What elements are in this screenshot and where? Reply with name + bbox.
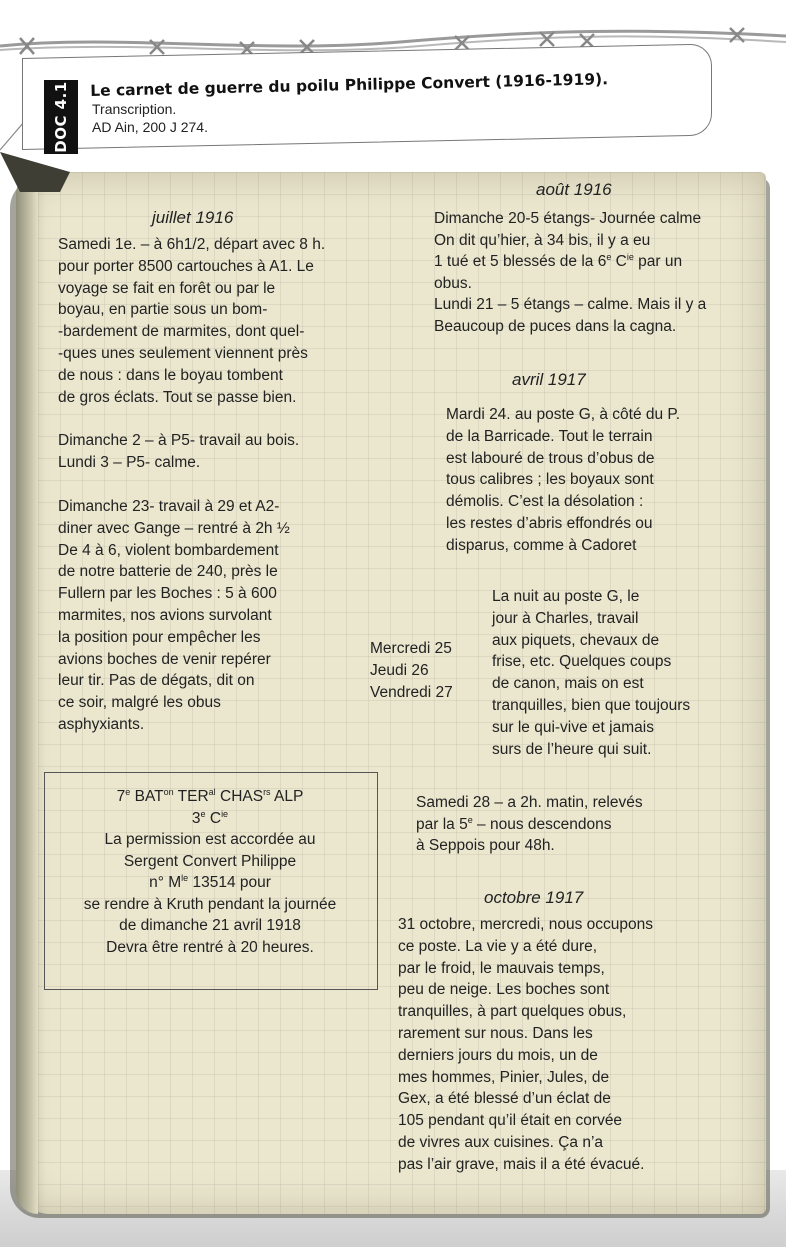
permission-line-5: n° $M^{le}$ 13514 pour [149,872,271,891]
entry-nuit-poste-g [492,586,690,760]
left-p1-line: Samedi 1e. – à 6h1/2, départ avec 8 h. [58,236,326,253]
avril-p-line: est labouré de trous d’obus de [446,449,655,467]
left-p1-line: boyau, en partie sous un bom- [58,301,268,319]
doc-label-tab [44,80,78,154]
octobre-p-line: rarement sur nous. Dans les [398,1024,593,1042]
octobre-p-line: pas l’air grave, mais il a été évacué. [398,1155,645,1173]
left-p1-line: -bardement de marmites, dont quel- [58,323,305,341]
nuit-p-line: surs de l’heure qui suit. [492,740,652,758]
left-p3-line: avions boches de venir repérer [58,650,271,668]
avril-p-line: démolis. C’est la désolation : [446,493,644,511]
left-p1-line: -ques unes seulement viennent près [58,344,308,362]
entry-dimanche-23 [58,496,290,736]
heading-avril-1917: avril 1917 [512,370,586,389]
heading-aout-1916: août 1916 [536,180,612,199]
left-p3-line: de notre batterie de 240, près le [58,563,278,581]
permission-line-1: 7e $BAT^{on}$ $TER^{al}$ $CHAS^{rs}$ ALP [116,786,304,805]
days-line: Mercredi 25 [370,640,452,657]
samedi-line-3: à Seppois pour 48h. [416,837,555,854]
left-p3-line: diner avec Gange – rentré à 2h ½ [58,519,290,537]
entry-dimanche-2 [58,430,299,474]
left-p3-line: marmites, nos avions survolant [58,606,272,624]
left-p1-line: de nous : dans le boyau tombent [58,366,283,384]
day-list [370,638,453,703]
header-subtitle [92,100,208,136]
left-p2-line: Dimanche 2 – à P5- travail au bois. [58,432,300,449]
aout-entry [434,208,706,337]
nuit-p-line: jour à Charles, travail [492,609,639,627]
page-title: Le carnet de guerre du poilu Philippe Convert (1916-1919). [90,70,609,100]
entry-samedi-28 [416,792,643,857]
subtitle: Transcription. [92,101,177,117]
avril-p-line: Mardi 24. au poste G, à côté du P. [446,406,681,423]
octobre-p-line: 105 pendant qu’il était en corvée [398,1112,623,1130]
octobre-p-line: Gex, a été blessé d’un éclat de [398,1090,611,1108]
octobre-p-line: mes hommes, Pinier, Jules, de [398,1068,610,1086]
left-p3-line: leur tir. Pas de dégats, dit on [58,672,255,690]
left-p3-line: ce soir, malgré les obus [58,694,221,712]
permission-line-4: Sergent Convert Philippe [123,852,297,870]
permission-line-8: Devra être rentré à 20 heures. [106,938,314,956]
octobre-p-line: 31 octobre, mercredi, nous occupons [398,916,654,933]
aout-line-4: obus. [434,274,472,292]
entry-31-octobre [398,914,653,1176]
aout-line-5: Lundi 21 – 5 étangs – calme. Mais il y a [434,296,707,313]
left-p2-line: Lundi 3 – P5- calme. [58,453,201,471]
nuit-p-line: tranquilles, bien que toujours [492,696,691,714]
avril-p-line: les restes d’abris effondrés ou [446,514,653,532]
source-reference: AD Ain, 200 J 274. [92,119,208,135]
octobre-p-line: de vivres aux cuisines. Ça n’a [398,1133,604,1151]
permission-line-3: La permission est accordée au [104,831,316,848]
notebook-corner [0,152,70,192]
left-p3-line: asphyxiants. [58,715,145,733]
permission-line-6: se rendre à Kruth pendant la journée [83,895,337,913]
heading-juillet-1916: juillet 1916 [152,208,234,227]
avril-p-line: de la Barricade. Tout le terrain [446,427,653,445]
aout-line-1: Dimanche 20-5 étangs- Journée calme [434,210,702,227]
left-p3-line: Fullern par les Boches : 5 à 600 [58,585,277,603]
aout-line-2: On dit qu’hier, à 34 bis, il y a eu [434,231,651,249]
notebook-binding [16,172,38,1214]
left-p1-line: de gros éclats. Tout se passe bien. [58,388,297,406]
left-p1-line: pour porter 8500 cartouches à A1. Le [58,257,314,275]
days-line: Jeudi 26 [370,661,429,679]
permission-line-7: de dimanche 21 avril 1918 [119,917,301,934]
octobre-p-line: ce poste. La vie y a été dure, [398,937,598,955]
samedi-line-1: Samedi 28 – a 2h. matin, relevés [416,794,643,811]
nuit-p-line: La nuit au poste G, le [492,588,640,605]
octobre-p-line: peu de neige. Les boches sont [398,981,610,999]
aout-line-3: 1 tué et 5 blessés de la 6e $C^{ie}$ par un [434,251,683,270]
left-p3-line: De 4 à 6, violent bombardement [58,541,279,559]
doc-label: DOC 4.1 [52,81,71,153]
nuit-p-line: aux piquets, chevaux de [492,631,660,649]
left-p3-line: Dimanche 23- travail à 29 et A2- [58,498,280,515]
nuit-p-line: frise, etc. Quelques coups [492,653,672,671]
avril-p-line: disparus, comme à Cadoret [446,536,637,554]
nuit-p-line: sur le qui-vive et jamais [492,718,654,736]
permission-text [44,786,376,958]
heading-octobre-1917: octobre 1917 [484,888,584,907]
avril-p-line: tous calibres ; les boyaux sont [446,471,654,489]
samedi-line-2: par la 5e – nous descendons [416,814,612,833]
left-p3-line: la position pour empêcher les [58,628,261,646]
octobre-p-line: derniers jours du mois, un de [398,1046,598,1064]
octobre-p-line: par le froid, le mauvais temps, [398,959,605,977]
permission-line-2: 3e $C^{ie}$ [191,808,229,827]
entry-mardi-24 [446,404,680,557]
days-line: Vendredi 27 [370,683,453,701]
octobre-p-line: tranquilles, à part quelques obus, [398,1003,627,1021]
entry-samedi-1 [58,234,325,408]
left-p1-line: voyage se fait en forêt ou par le [58,279,276,297]
aout-line-6: Beaucoup de puces dans la cagna. [434,317,677,335]
nuit-p-line: de canon, mais on est [492,675,644,693]
